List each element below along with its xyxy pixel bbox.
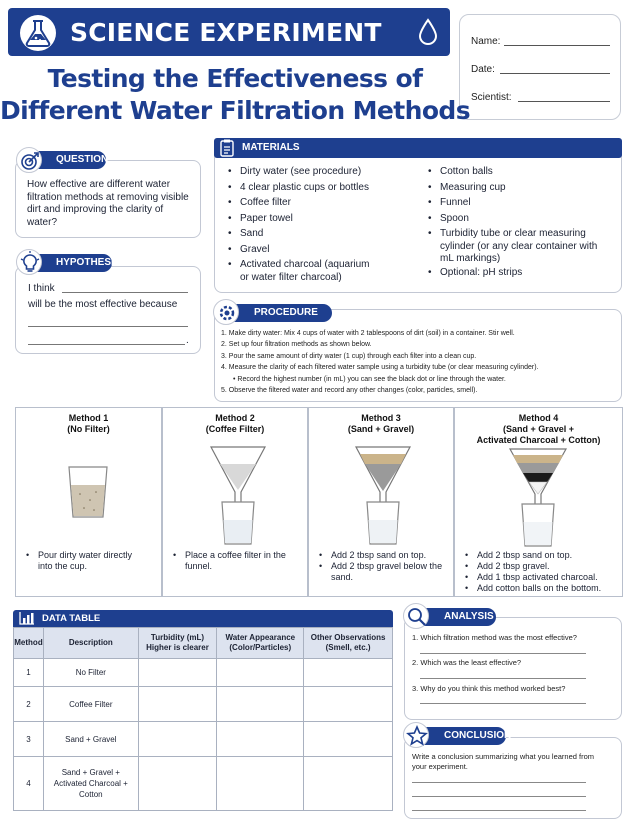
- hypothesis-end: .: [186, 335, 189, 346]
- cell-appearance[interactable]: [217, 722, 304, 757]
- cell-appearance[interactable]: [217, 757, 304, 811]
- data-table: [13, 627, 393, 811]
- method-panel-4: [454, 407, 623, 597]
- cell-method: 3: [14, 722, 44, 757]
- sand-gravel-funnel-icon: [353, 446, 413, 546]
- material-item: • 4 clear plastic cups or bottles: [228, 182, 418, 195]
- star-icon: [404, 723, 430, 749]
- cell-method: 4: [14, 757, 44, 811]
- cell-turbidity[interactable]: [138, 659, 217, 687]
- analysis-heading: ANALYSIS: [410, 608, 496, 626]
- cell-observations[interactable]: [304, 722, 393, 757]
- conclusion-box: [404, 737, 622, 819]
- table-row: [14, 659, 393, 687]
- scientist-label: Scientist:: [471, 92, 512, 103]
- method-step: • Add cotton balls on the bottom.: [465, 583, 615, 594]
- hypothesis-blank-1[interactable]: [62, 292, 188, 293]
- procedure-steps: [221, 328, 619, 396]
- conclusion-line[interactable]: [412, 810, 586, 811]
- method-panel-3: [308, 407, 454, 597]
- table-row: [14, 757, 393, 811]
- material-item: • Cotton balls: [428, 166, 603, 179]
- star-icon-wrap: [403, 722, 429, 748]
- procedure-heading: PROCEDURE: [220, 304, 332, 322]
- target-icon: [17, 148, 43, 174]
- materials-heading: MATERIALS: [242, 142, 300, 153]
- method-title: Method 2 (Coffee Filter): [205, 413, 265, 434]
- target-icon-wrap: [16, 147, 42, 173]
- hypothesis-blank-3[interactable]: [28, 344, 185, 345]
- method-title: Method 4 (Sand + Gravel + Activated Charcoal + Cotton): [476, 413, 601, 445]
- cell-observations[interactable]: [304, 659, 393, 687]
- magnifier-icon: [404, 604, 430, 630]
- method-step: • Add 2 tbsp sand on top.: [319, 550, 443, 561]
- header-banner: [8, 8, 450, 56]
- flask-icon: [18, 13, 58, 53]
- method-step: • Add 2 tbsp gravel.: [465, 561, 615, 572]
- analysis-answer-line[interactable]: [420, 703, 586, 704]
- magnifier-icon-wrap: [403, 603, 429, 629]
- material-item: • Measuring cup: [428, 182, 603, 195]
- hypothesis-blank-2[interactable]: [28, 326, 188, 327]
- cell-turbidity[interactable]: [138, 722, 217, 757]
- water-drop-icon: [418, 18, 438, 46]
- hypothesis-prefix: I think: [28, 283, 55, 294]
- method-panel-1: [15, 407, 162, 597]
- name-label: Name:: [471, 36, 501, 47]
- cell-description: No Filter: [43, 659, 138, 687]
- material-item: • Activated charcoal (aquarium or water filter charcoal): [228, 259, 378, 284]
- conclusion-heading: CONCLUSION: [410, 727, 506, 745]
- page-title-line2: Different Water Filtration Methods: [0, 96, 470, 125]
- method-steps: [173, 550, 293, 572]
- analysis-question: 3. Why do you think this method worked best?: [412, 684, 566, 693]
- column-header: Turbidity (mL) Higher is clearer: [138, 628, 217, 659]
- procedure-step: 3. Pour the same amount of dirty water (1 cup) through each filter into a clean cup.: [221, 352, 477, 360]
- date-field[interactable]: [500, 73, 610, 74]
- banner-title: SCIENCE EXPERIMENT: [70, 18, 382, 47]
- scientist-field[interactable]: [518, 101, 610, 102]
- gear-icon: [214, 300, 240, 326]
- conclusion-prompt: Write a conclusion summarizing what you learned from your experiment.: [412, 752, 595, 771]
- cell-observations[interactable]: [304, 757, 393, 811]
- method-step: • Add 2 tbsp gravel below the sand.: [319, 561, 443, 583]
- question-heading: QUESTION: [22, 151, 106, 169]
- method-step: • Add 2 tbsp sand on top.: [465, 550, 615, 561]
- procedure-substep: • Record the highest number (in mL) you can see the black dot or line through the water.: [233, 375, 506, 383]
- question-text: How effective are different water filtration methods at removing visible dirt and improving the clarity of water?: [27, 179, 189, 228]
- lightbulb-icon-wrap: [16, 249, 42, 275]
- analysis-answer-line[interactable]: [420, 653, 586, 654]
- page-title: [0, 63, 470, 127]
- bar-chart-icon: [18, 611, 36, 626]
- method-step: • Pour dirty water directly into the cup.: [26, 550, 136, 572]
- cell-appearance[interactable]: [217, 659, 304, 687]
- cell-description: Sand + Gravel: [43, 722, 138, 757]
- conclusion-line[interactable]: [412, 782, 586, 783]
- hypothesis-line2: will be the most effective because: [28, 299, 178, 310]
- table-row: [14, 722, 393, 757]
- procedure-step: 1. Make dirty water: Mix 4 cups of water with 2 tablespoons of dirt (soil) in a container. Stir well.: [221, 330, 515, 337]
- material-item: • Sand: [228, 228, 418, 241]
- multi-layer-funnel-icon: [507, 448, 569, 548]
- method-steps: [26, 550, 136, 572]
- method-title: Method 3 (Sand + Gravel): [347, 413, 415, 434]
- table-row: [14, 687, 393, 722]
- column-header: Description: [43, 628, 138, 659]
- cell-method: 2: [14, 687, 44, 722]
- materials-list-1: [228, 166, 418, 287]
- material-item: • Optional: pH strips: [428, 267, 603, 280]
- material-item: • Turbidity tube or clear measuring cylinder (or any clear container with mL markings): [428, 228, 603, 266]
- material-item: • Paper towel: [228, 213, 418, 226]
- method-title: Method 1 (No Filter): [67, 413, 110, 434]
- cell-turbidity[interactable]: [138, 757, 217, 811]
- date-label: Date:: [471, 64, 495, 75]
- method-step: • Add 1 tbsp activated charcoal.: [465, 572, 615, 583]
- name-date-box: [459, 14, 621, 120]
- cell-observations[interactable]: [304, 687, 393, 722]
- analysis-answer-line[interactable]: [420, 678, 586, 679]
- clipboard-icon: [218, 138, 236, 158]
- cell-appearance[interactable]: [217, 687, 304, 722]
- cell-turbidity[interactable]: [138, 687, 217, 722]
- gear-icon-wrap: [213, 299, 239, 325]
- procedure-step: 4. Measure the clarity of each filtered water sample using a turbidity tube (or clear measuring cylinder).: [221, 364, 539, 372]
- analysis-question: 1. Which filtration method was the most effective?: [412, 633, 577, 642]
- data-table-heading: DATA TABLE: [42, 613, 101, 624]
- page-title-line1: Testing the Effectiveness of: [47, 64, 423, 93]
- method-step: • Place a coffee filter in the funnel.: [173, 550, 293, 572]
- hypothesis-heading: HYPOTHESIS: [22, 254, 112, 272]
- materials-list-2: [428, 166, 603, 282]
- procedure-step: 5. Observe the filtered water and record any other changes (color, particles, smell).: [221, 387, 478, 395]
- procedure-step: 2. Set up four filtration methods as shown below.: [221, 341, 372, 349]
- method-steps: [465, 550, 615, 594]
- material-item: • Gravel: [228, 244, 418, 257]
- lightbulb-icon: [17, 250, 43, 276]
- column-header: Other Observations (Smell, etc.): [304, 628, 393, 659]
- material-item: • Dirty water (see procedure): [228, 166, 418, 179]
- column-header: Method: [14, 628, 44, 659]
- material-item: • Coffee filter: [228, 197, 418, 210]
- cell-method: 1: [14, 659, 44, 687]
- method-panel-2: [162, 407, 308, 597]
- cell-description: Sand + Gravel + Activated Charcoal + Cotton: [43, 757, 138, 811]
- coffee-filter-funnel-icon: [208, 446, 268, 546]
- cup-dirty-water-icon: [66, 464, 110, 520]
- name-field[interactable]: [504, 45, 610, 46]
- material-item: • Spoon: [428, 213, 603, 226]
- column-header: Water Appearance (Color/Particles): [217, 628, 304, 659]
- conclusion-line[interactable]: [412, 796, 586, 797]
- analysis-question: 2. Which was the least effective?: [412, 658, 522, 667]
- material-item: • Funnel: [428, 197, 603, 210]
- cell-description: Coffee Filter: [43, 687, 138, 722]
- method-steps: [319, 550, 443, 583]
